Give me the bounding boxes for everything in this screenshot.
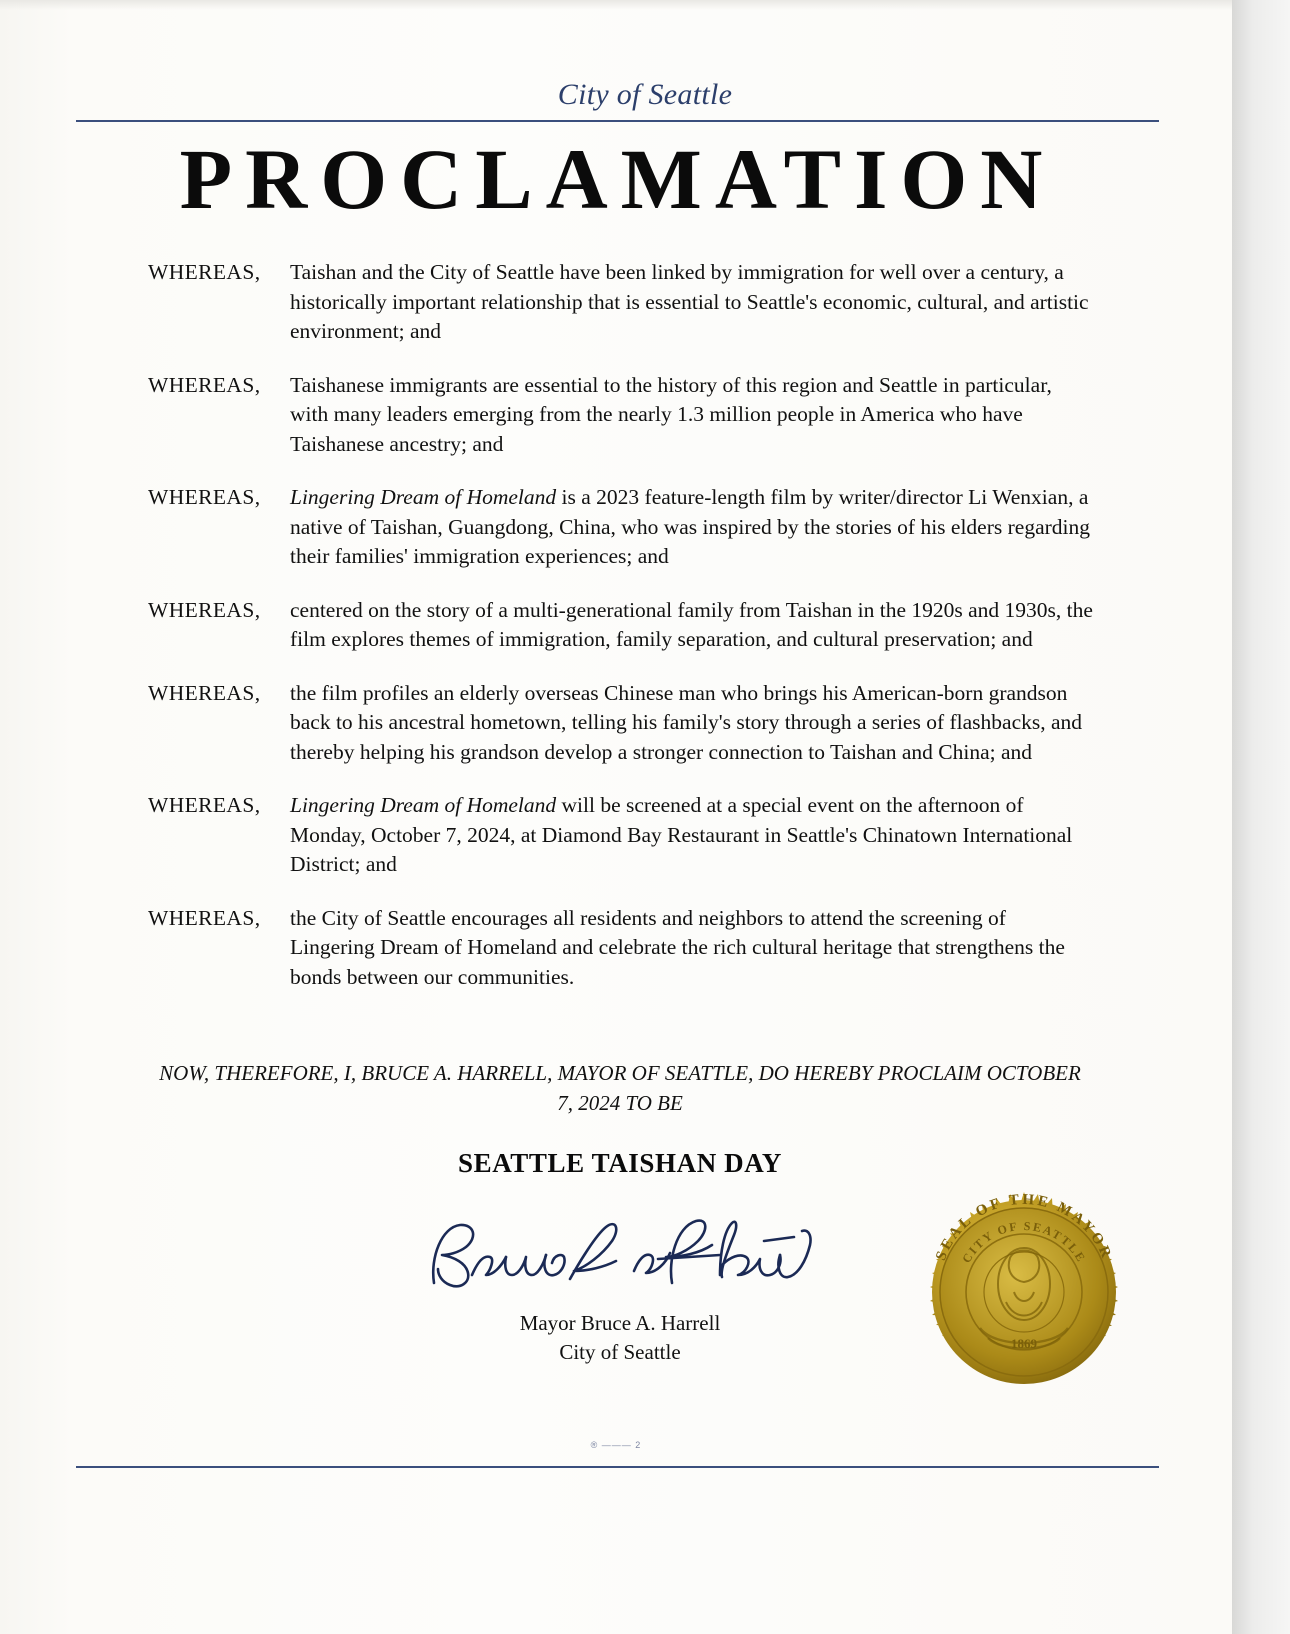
clause-item [148, 904, 1093, 993]
clause-label: WHEREAS, [148, 793, 261, 817]
clause-item [148, 596, 1093, 655]
footer-printer-mark: ® ——— 2 [590, 1440, 642, 1450]
signature-name: Mayor Bruce A. Harrell [519, 1311, 721, 1335]
clause-text-rest: is a 2023 feature-length film by writer/director Li Wenxian, a native of Taishan, Guangdong, China, who was inspired by the stories of his elders regarding their families' immigration experiences; and [290, 485, 1091, 568]
clause-label: WHEREAS, [148, 260, 261, 284]
paper-right-edge-shadow [1232, 0, 1290, 1634]
clause-text: the City of Seattle encourages all residents and neighbors to attend the screening of Lingering Dream of Homeland and celebrate the rich cultural heritage that strengthens the bonds between our communities. [290, 905, 1065, 989]
clause-item [148, 679, 1093, 768]
seal-year: 1869 [1011, 1336, 1037, 1351]
clause-item [148, 258, 1093, 347]
clause-item [148, 371, 1093, 460]
header-divider [76, 120, 1159, 122]
signature-office: City of Seattle [559, 1340, 681, 1364]
now-therefore-statement: NOW, THEREFORE, I, BRUCE A. HARRELL, MAYOR OF SEATTLE, DO HEREBY PROCLAIM OCTOBER 7, 2024 TO BE [159, 1061, 1081, 1115]
proclaimed-day-title: SEATTLE TAISHAN DAY [457, 1148, 782, 1178]
page-title: PROCLAMATION [179, 131, 1056, 227]
clause-item [148, 483, 1093, 572]
clause-text-rest: will be screened at a special event on the afternoon of Monday, October 7, 2024, at Diamond Bay Restaurant in Seattle's Chinatown International District; and [290, 793, 1073, 876]
film-title-italic: Lingering Dream of Homeland [290, 793, 557, 817]
seal-outer-text: SEAL OF THE MAYOR [933, 1191, 1115, 1263]
clause-label: WHEREAS, [148, 905, 261, 930]
clause-text: Taishan and the City of Seattle have been linked by immigration for well over a century, a historically important relationship that is essential to Seattle's economic, cultural, and artistic environment; and [290, 260, 1089, 343]
clause-label: WHEREAS, [148, 680, 261, 705]
signature-block [360, 1205, 880, 1367]
clause-text: centered on the story of a multi-generational family from Taishan in the 1920s and 1930s, the film explores themes of immigration, family separation, and cultural preservation; and [290, 597, 1093, 651]
clause-text [290, 791, 1093, 880]
mayor-signature-icon [420, 1205, 820, 1309]
clause-label: WHEREAS, [148, 597, 261, 622]
paper-top-shade [0, 0, 1232, 10]
seal-inner-text: CITY OF SEATTLE [959, 1218, 1089, 1266]
city-seal-icon [888, 1152, 1160, 1424]
film-title-italic: Lingering Dream of Homeland [290, 485, 557, 509]
city-header: City of Seattle [557, 78, 733, 111]
clause-label: WHEREAS, [148, 372, 261, 397]
clause-label: WHEREAS, [148, 485, 261, 509]
clause-text: the film profiles an elderly overseas Chinese man who brings his American-born grandson back to his ancestral hometown, telling his family's story through a series of flashbacks, and thereby helping his grandson develop a stronger connection to Taishan and China; and [290, 680, 1083, 764]
clause-text: Taishanese immigrants are essential to the history of this region and Seattle in particular, with many leaders emerging from the nearly 1.3 million people in America who have Taishanese ancestry; and [290, 372, 1052, 456]
clause-item [148, 791, 1093, 880]
clause-text [290, 483, 1093, 572]
footer-divider [76, 1466, 1159, 1468]
clause-list [148, 258, 1093, 1016]
